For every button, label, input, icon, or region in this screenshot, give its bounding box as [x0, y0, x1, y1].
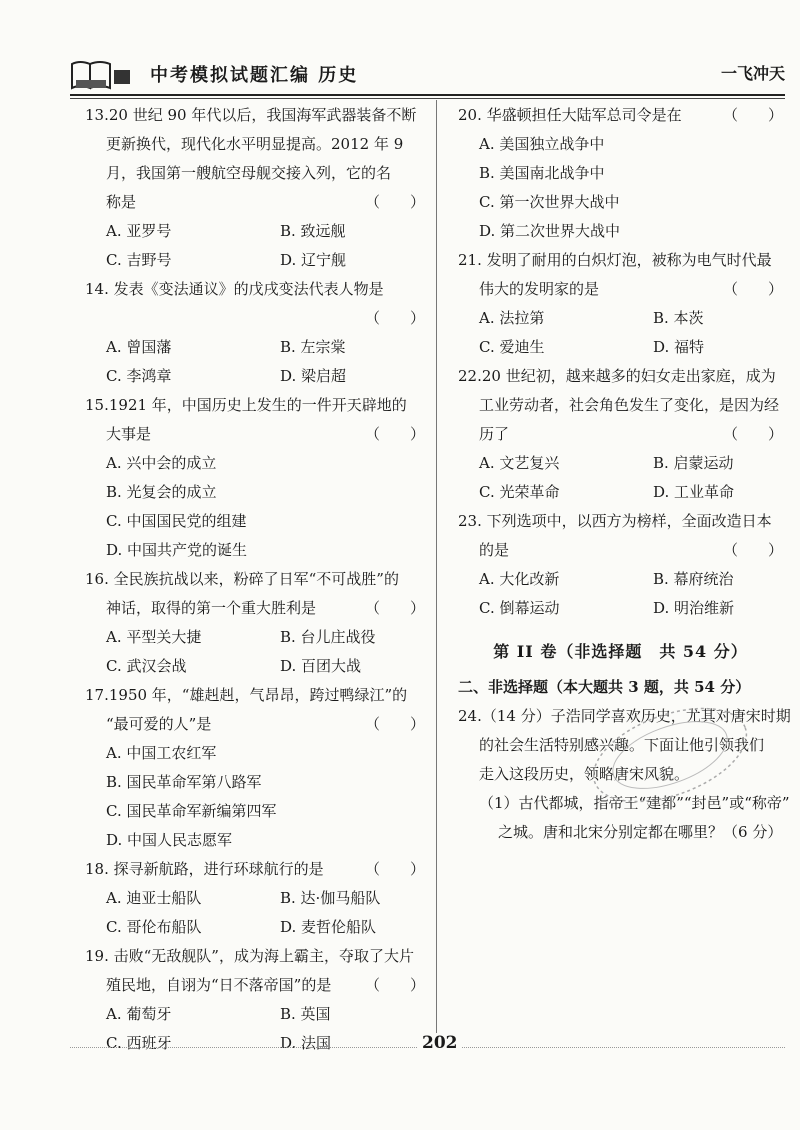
- page-number: 202: [418, 1033, 462, 1053]
- q24-line-2: 的社会生活特别感兴趣。下面让他引领我们: [479, 736, 765, 754]
- question-20-line: 20. 华盛顿担任大陆军总司令是在 （ ）: [458, 101, 783, 130]
- question-19-line: 19. 击败“无敌舰队”，成为海上霸主，夺取了大片: [85, 947, 414, 965]
- option-row: [85, 217, 425, 246]
- option-row: [458, 449, 783, 478]
- option: D. 中国人民志愿军: [106, 831, 233, 849]
- option-row: [85, 362, 425, 391]
- option: D. 辽宁舰: [280, 251, 347, 269]
- option-row: [458, 333, 783, 362]
- option: A. 美国独立战争中: [479, 135, 605, 153]
- option-row: [458, 304, 783, 333]
- option: A. 中国工农红军: [106, 744, 217, 762]
- option: D. 法国: [280, 1034, 332, 1052]
- option-row: [85, 246, 425, 275]
- option-row: [85, 333, 425, 362]
- option: D. 中国共产党的诞生: [106, 541, 248, 559]
- option-row: [458, 594, 783, 623]
- q24-line-3: 走入这段历史，领略唐宋风貌。: [479, 765, 690, 783]
- option-row: [85, 652, 425, 681]
- question-13: [85, 101, 425, 275]
- question-15-line: 15.1921 年，中国历史上发生的一件开天辟地的: [85, 396, 407, 414]
- watermark-stamp-icon: [580, 700, 760, 810]
- option: D. 第二次世界大战中: [479, 222, 621, 240]
- question-23-line: 的是 （ ）: [458, 536, 783, 565]
- question-13-line: 13.20 世纪 90 年代以后，我国海军武器装备不断: [85, 106, 417, 124]
- option: B. 启蒙运动: [653, 454, 734, 472]
- option: A. 曾国藩: [106, 338, 172, 356]
- option-row: [458, 478, 783, 507]
- question-17: [85, 681, 425, 855]
- option: C. 中国国民党的组建: [106, 512, 247, 530]
- option: B. 国民革命军第八路军: [106, 773, 262, 791]
- question-23: [458, 507, 783, 623]
- part2-section-heading: 二、非选择题（本大题共 3 题，共 54 分）: [458, 678, 751, 696]
- option: D. 梁启超: [280, 367, 347, 385]
- option-row: [85, 913, 425, 942]
- question-18: [85, 855, 425, 942]
- question-20: [458, 101, 783, 246]
- question-22: [458, 362, 783, 507]
- answer-bracket: （ ）: [364, 599, 425, 617]
- option: B. 致远舰: [280, 222, 346, 240]
- question-13-line: 月，我国第一艘航空母舰交接入列，它的名: [106, 164, 392, 182]
- question-21-line: 21. 发明了耐用的白炽灯泡，被称为电气时代最: [458, 251, 772, 269]
- q24-sub1-line-1: （1）古代都城，指帝王“建都”“封邑”或“称帝”: [479, 794, 790, 812]
- option: C. 武汉会战: [106, 657, 187, 675]
- question-16-line: 神话，取得的第一个重大胜利是 （ ）: [85, 594, 425, 623]
- question-13-line: 称是 （ ）: [85, 188, 425, 217]
- answer-bracket: （ ）: [722, 280, 783, 298]
- book-title: 中考模拟试题汇编 历史: [150, 65, 359, 86]
- question-22-line: 工业劳动者，社会角色发生了变化，是因为经: [479, 396, 780, 414]
- option-row: [85, 1000, 425, 1029]
- option: C. 哥伦布船队: [106, 918, 202, 936]
- option: D. 明治维新: [653, 599, 735, 617]
- question-17-line: 17.1950 年，“雄赳赳，气昂昂，跨过鸭绿江”的: [85, 686, 408, 704]
- option: A. 大化改新: [479, 570, 560, 588]
- answer-bracket: （ ）: [722, 541, 783, 559]
- question-16: [85, 565, 425, 681]
- option-row: [458, 565, 783, 594]
- option: C. 爱迪生: [479, 338, 545, 356]
- answer-bracket-line: [85, 304, 425, 333]
- option: A. 平型关大捷: [106, 628, 202, 646]
- question-21: [458, 246, 783, 362]
- question-15: [85, 391, 425, 565]
- question-13-line: 更新换代，现代化水平明显提高。2012 年 9: [106, 135, 404, 153]
- option: B. 台儿庄战役: [280, 628, 376, 646]
- option: B. 光复会的成立: [106, 483, 217, 501]
- answer-bracket: （ ）: [722, 106, 783, 124]
- option: A. 葡萄牙: [106, 1005, 172, 1023]
- option-row: [85, 1029, 425, 1058]
- book-logo-icon: [70, 60, 132, 90]
- option: C. 倒幕运动: [479, 599, 560, 617]
- part2-title: 第 II 卷（非选择题 共 54 分）: [493, 642, 748, 661]
- question-22-line: 历了 （ ）: [458, 420, 783, 449]
- option: D. 工业革命: [653, 483, 735, 501]
- answer-bracket: （ ）: [364, 976, 425, 994]
- option: B. 幕府统治: [653, 570, 734, 588]
- option: C. 西班牙: [106, 1034, 172, 1052]
- header-rule-thin: [70, 98, 785, 99]
- q24-sub1-line-2: 之城。唐和北宋分别定都在哪里？（6 分）: [498, 823, 783, 841]
- option: C. 光荣革命: [479, 483, 560, 501]
- left-column: [85, 101, 425, 1058]
- question-14-line: 14. 发表《变法通议》的戊戌变法代表人物是: [85, 280, 384, 298]
- question-19: [85, 942, 425, 1058]
- option: B. 达·伽马船队: [280, 889, 381, 907]
- option: B. 本茨: [653, 309, 704, 327]
- option: A. 兴中会的成立: [106, 454, 217, 472]
- question-23-line: 23. 下列选项中，以西方为榜样，全面改造日本: [458, 512, 772, 530]
- option: A. 亚罗号: [106, 222, 172, 240]
- option: D. 麦哲伦船队: [280, 918, 377, 936]
- option: B. 美国南北战争中: [479, 164, 605, 182]
- option: A. 迪亚士船队: [106, 889, 202, 907]
- question-21-line: 伟大的发明家的是 （ ）: [458, 275, 783, 304]
- q24-line-1: 24.（14 分）子浩同学喜欢历史，尤其对唐宋时期: [458, 707, 791, 725]
- answer-bracket: （ ）: [364, 193, 425, 211]
- question-22-line: 22.20 世纪初，越来越多的妇女走出家庭，成为: [458, 367, 776, 385]
- question-16-line: 16. 全民族抗战以来，粉碎了日军“不可战胜”的: [85, 570, 399, 588]
- option: B. 左宗棠: [280, 338, 346, 356]
- answer-bracket: （ ）: [722, 425, 783, 443]
- option: C. 国民革命军新编第四军: [106, 802, 277, 820]
- option: B. 英国: [280, 1005, 331, 1023]
- option-row: [85, 884, 425, 913]
- question-18-line: 18. 探寻新航路，进行环球航行的是 （ ）: [85, 855, 425, 884]
- option: D. 百团大战: [280, 657, 362, 675]
- header-rule: [70, 94, 785, 96]
- series-mark: 一飞冲天: [720, 64, 785, 83]
- option-row: [85, 623, 425, 652]
- option: A. 文艺复兴: [479, 454, 560, 472]
- page-header: [70, 58, 785, 92]
- question-17-line: “最可爱的人”是 （ ）: [85, 710, 425, 739]
- question-15-line: 大事是 （ ）: [85, 420, 425, 449]
- answer-bracket: （ ）: [364, 425, 425, 443]
- option: D. 福特: [653, 338, 705, 356]
- answer-bracket: （ ）: [364, 309, 425, 327]
- question-19-line: 殖民地，自诩为“日不落帝国”的是 （ ）: [85, 971, 425, 1000]
- answer-bracket: （ ）: [364, 715, 425, 733]
- column-divider: [436, 100, 437, 1035]
- right-questions: [458, 101, 783, 623]
- option: C. 第一次世界大战中: [479, 193, 620, 211]
- option: A. 法拉第: [479, 309, 545, 327]
- answer-bracket: （ ）: [364, 860, 425, 878]
- question-14: [85, 275, 425, 391]
- option: C. 吉野号: [106, 251, 172, 269]
- option: C. 李鸿章: [106, 367, 172, 385]
